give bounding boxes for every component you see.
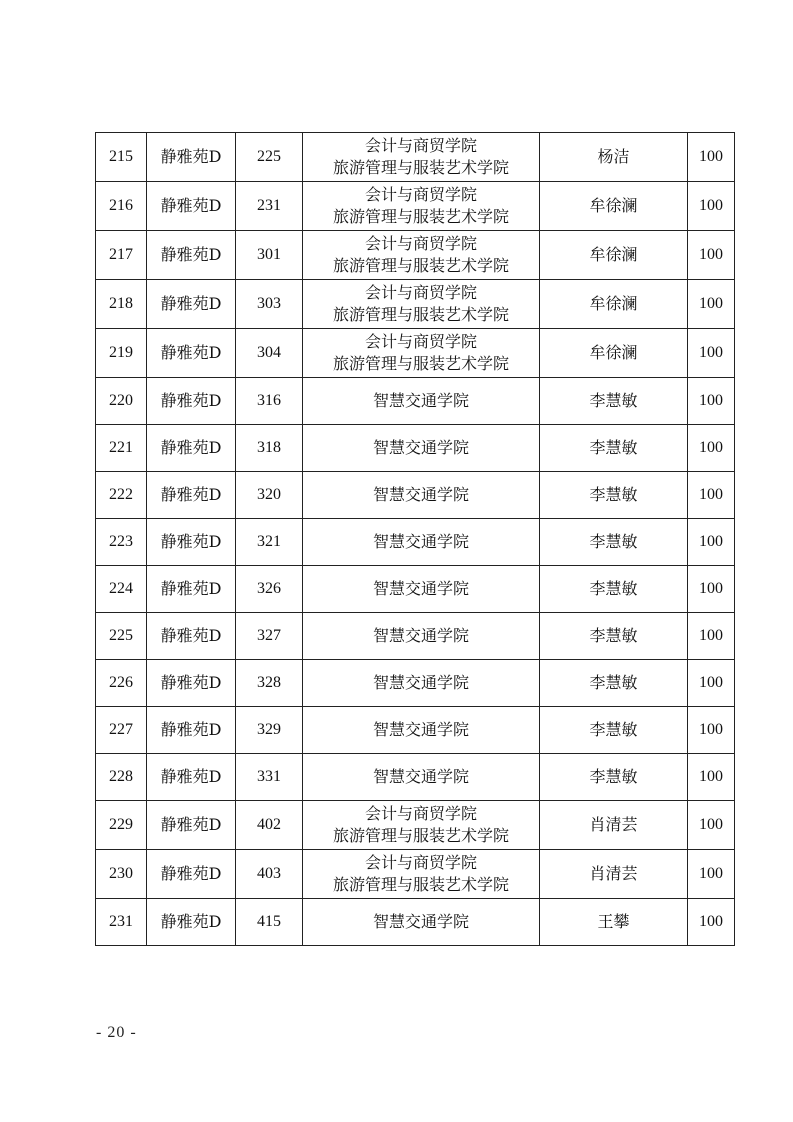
score-cell: 100 xyxy=(688,231,735,280)
building-cell: 静雅苑D xyxy=(147,329,236,378)
inspector-cell: 牟徐澜 xyxy=(540,329,688,378)
college-name: 旅游管理与服装艺术学院 xyxy=(332,158,509,177)
college-name: 智慧交通学院 xyxy=(372,720,469,739)
inspector-cell: 王攀 xyxy=(540,899,688,946)
table-row xyxy=(96,231,735,280)
score-cell: 100 xyxy=(688,801,735,850)
college-cell xyxy=(303,280,540,329)
room-number-cell: 331 xyxy=(236,754,303,801)
building-cell: 静雅苑D xyxy=(147,182,236,231)
score-cell: 100 xyxy=(688,850,735,899)
table-row xyxy=(96,613,735,660)
room-number-cell: 304 xyxy=(236,329,303,378)
row-number-cell: 223 xyxy=(96,519,147,566)
score-cell: 100 xyxy=(688,613,735,660)
table-row xyxy=(96,850,735,899)
college-name: 智慧交通学院 xyxy=(372,438,469,457)
college-cell xyxy=(303,472,540,519)
table-row xyxy=(96,519,735,566)
college-cell xyxy=(303,231,540,280)
room-number-cell: 403 xyxy=(236,850,303,899)
table-row xyxy=(96,801,735,850)
room-number-cell: 303 xyxy=(236,280,303,329)
room-number-cell: 321 xyxy=(236,519,303,566)
room-number-cell: 320 xyxy=(236,472,303,519)
building-cell: 静雅苑D xyxy=(147,280,236,329)
college-name: 会计与商贸学院 xyxy=(364,185,477,204)
row-number-cell: 225 xyxy=(96,613,147,660)
room-number-cell: 225 xyxy=(236,133,303,182)
college-name: 旅游管理与服装艺术学院 xyxy=(332,875,509,894)
inspector-cell: 李慧敏 xyxy=(540,378,688,425)
building-cell: 静雅苑D xyxy=(147,754,236,801)
college-name: 会计与商贸学院 xyxy=(364,332,477,351)
row-number-cell: 221 xyxy=(96,425,147,472)
inspector-cell: 牟徐澜 xyxy=(540,231,688,280)
college-name: 旅游管理与服装艺术学院 xyxy=(332,305,509,324)
table-row xyxy=(96,899,735,946)
building-cell: 静雅苑D xyxy=(147,425,236,472)
building-cell: 静雅苑D xyxy=(147,472,236,519)
college-name: 智慧交通学院 xyxy=(372,626,469,645)
college-cell xyxy=(303,425,540,472)
inspector-cell: 李慧敏 xyxy=(540,707,688,754)
room-number-cell: 316 xyxy=(236,378,303,425)
college-cell xyxy=(303,613,540,660)
college-name: 智慧交通学院 xyxy=(372,767,469,786)
row-number-cell: 222 xyxy=(96,472,147,519)
building-cell: 静雅苑D xyxy=(147,899,236,946)
inspector-cell: 李慧敏 xyxy=(540,519,688,566)
room-number-cell: 318 xyxy=(236,425,303,472)
building-cell: 静雅苑D xyxy=(147,378,236,425)
college-name: 旅游管理与服装艺术学院 xyxy=(332,256,509,275)
building-cell: 静雅苑D xyxy=(147,133,236,182)
score-cell: 100 xyxy=(688,899,735,946)
college-name: 旅游管理与服装艺术学院 xyxy=(332,354,509,373)
room-number-cell: 329 xyxy=(236,707,303,754)
row-number-cell: 219 xyxy=(96,329,147,378)
row-number-cell: 216 xyxy=(96,182,147,231)
inspector-cell: 李慧敏 xyxy=(540,566,688,613)
table-row xyxy=(96,133,735,182)
row-number-cell: 218 xyxy=(96,280,147,329)
inspector-cell: 肖清芸 xyxy=(540,801,688,850)
row-number-cell: 229 xyxy=(96,801,147,850)
row-number-cell: 231 xyxy=(96,899,147,946)
college-name: 旅游管理与服装艺术学院 xyxy=(332,826,509,845)
score-cell: 100 xyxy=(688,754,735,801)
row-number-cell: 215 xyxy=(96,133,147,182)
table-row xyxy=(96,425,735,472)
page-number: - 20 - xyxy=(96,1024,137,1041)
room-number-cell: 301 xyxy=(236,231,303,280)
inspector-cell: 李慧敏 xyxy=(540,660,688,707)
score-cell: 100 xyxy=(688,280,735,329)
inspector-cell: 李慧敏 xyxy=(540,472,688,519)
college-name: 智慧交通学院 xyxy=(372,912,469,931)
table-row xyxy=(96,378,735,425)
row-number-cell: 230 xyxy=(96,850,147,899)
college-name: 智慧交通学院 xyxy=(372,391,469,410)
room-number-cell: 328 xyxy=(236,660,303,707)
score-cell: 100 xyxy=(688,660,735,707)
college-name: 旅游管理与服装艺术学院 xyxy=(332,207,509,226)
building-cell: 静雅苑D xyxy=(147,566,236,613)
table-row xyxy=(96,329,735,378)
room-number-cell: 402 xyxy=(236,801,303,850)
table-row xyxy=(96,472,735,519)
row-number-cell: 227 xyxy=(96,707,147,754)
college-name: 会计与商贸学院 xyxy=(364,283,477,302)
college-cell xyxy=(303,801,540,850)
college-name: 智慧交通学院 xyxy=(372,532,469,551)
building-cell: 静雅苑D xyxy=(147,660,236,707)
table-row xyxy=(96,566,735,613)
building-cell: 静雅苑D xyxy=(147,707,236,754)
inspector-cell: 肖清芸 xyxy=(540,850,688,899)
room-number-cell: 415 xyxy=(236,899,303,946)
college-cell xyxy=(303,378,540,425)
score-cell: 100 xyxy=(688,425,735,472)
college-cell xyxy=(303,519,540,566)
college-name: 智慧交通学院 xyxy=(372,485,469,504)
table-body xyxy=(96,133,735,946)
inspector-cell: 李慧敏 xyxy=(540,754,688,801)
inspector-cell: 李慧敏 xyxy=(540,613,688,660)
score-cell: 100 xyxy=(688,707,735,754)
college-name: 会计与商贸学院 xyxy=(364,804,477,823)
college-cell xyxy=(303,660,540,707)
college-name: 智慧交通学院 xyxy=(372,673,469,692)
building-cell: 静雅苑D xyxy=(147,519,236,566)
table-row xyxy=(96,182,735,231)
row-number-cell: 217 xyxy=(96,231,147,280)
room-number-cell: 231 xyxy=(236,182,303,231)
table-row xyxy=(96,660,735,707)
inspector-cell: 牟徐澜 xyxy=(540,280,688,329)
college-cell xyxy=(303,566,540,613)
score-cell: 100 xyxy=(688,472,735,519)
score-cell: 100 xyxy=(688,378,735,425)
score-cell: 100 xyxy=(688,329,735,378)
table-row xyxy=(96,280,735,329)
room-number-cell: 326 xyxy=(236,566,303,613)
row-number-cell: 224 xyxy=(96,566,147,613)
score-cell: 100 xyxy=(688,519,735,566)
building-cell: 静雅苑D xyxy=(147,231,236,280)
row-number-cell: 220 xyxy=(96,378,147,425)
inspector-cell: 杨洁 xyxy=(540,133,688,182)
dormitory-score-table xyxy=(95,132,735,946)
building-cell: 静雅苑D xyxy=(147,801,236,850)
room-number-cell: 327 xyxy=(236,613,303,660)
building-cell: 静雅苑D xyxy=(147,613,236,660)
inspector-cell: 李慧敏 xyxy=(540,425,688,472)
row-number-cell: 228 xyxy=(96,754,147,801)
table-row xyxy=(96,707,735,754)
college-cell xyxy=(303,899,540,946)
college-cell xyxy=(303,182,540,231)
college-cell xyxy=(303,754,540,801)
college-cell xyxy=(303,850,540,899)
table-row xyxy=(96,754,735,801)
score-cell: 100 xyxy=(688,133,735,182)
inspector-cell: 牟徐澜 xyxy=(540,182,688,231)
building-cell: 静雅苑D xyxy=(147,850,236,899)
score-cell: 100 xyxy=(688,566,735,613)
score-cell: 100 xyxy=(688,182,735,231)
college-name: 会计与商贸学院 xyxy=(364,136,477,155)
row-number-cell: 226 xyxy=(96,660,147,707)
college-cell xyxy=(303,329,540,378)
college-cell xyxy=(303,707,540,754)
college-cell xyxy=(303,133,540,182)
college-name: 智慧交通学院 xyxy=(372,579,469,598)
college-name: 会计与商贸学院 xyxy=(364,853,477,872)
college-name: 会计与商贸学院 xyxy=(364,234,477,253)
